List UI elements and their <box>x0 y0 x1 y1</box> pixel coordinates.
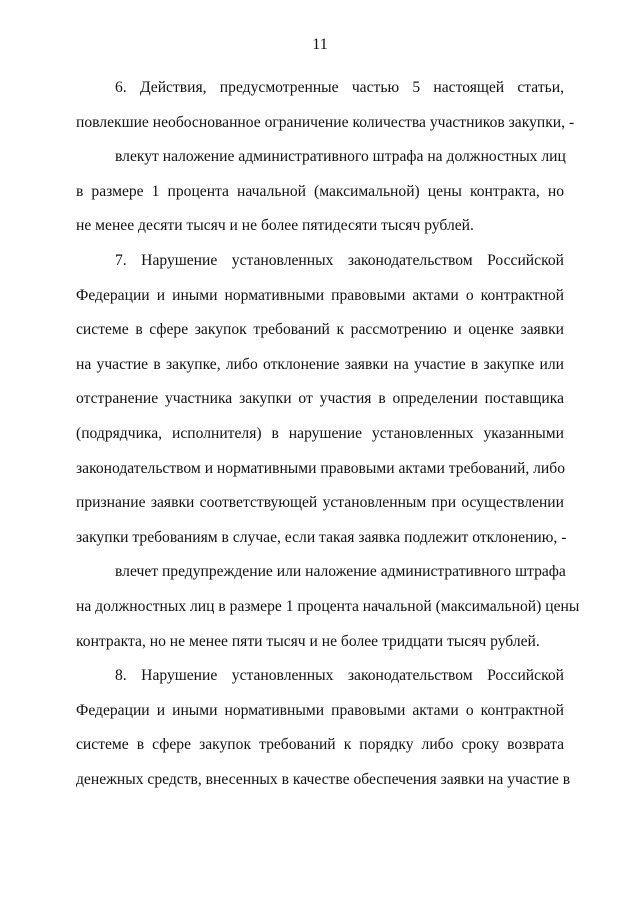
text-line: 6. Действия, предусмотренные частью 5 настоящей статьи, <box>115 79 564 96</box>
text-line: Федерации и иными нормативными правовыми актами о контрактной <box>76 701 564 719</box>
paragraph-8 <box>76 659 571 797</box>
text-line: на должностных лиц в размере 1 процента начальной (максимальной) цены <box>76 597 580 615</box>
text-line: на участие в закупке, либо отклонение заявки на участие в закупке или <box>76 355 564 373</box>
text-line: в размере 1 процента начальной (максимальной) цены контракта, но <box>76 182 564 200</box>
paragraph-6-penalty <box>76 140 564 244</box>
page-number: 11 <box>312 36 328 53</box>
text-line: влечет предупреждение или наложение административного штрафа <box>115 563 566 581</box>
text-line: не менее десяти тысяч и не более пятидесяти тысяч рублей. <box>76 217 474 235</box>
text-line: системе в сфере закупок требований к порядку либо сроку возврата <box>76 736 564 754</box>
text-line: 7. Нарушение установленных законодательством Российской <box>115 251 564 269</box>
document-body <box>76 71 580 797</box>
text-line: отстранение участника закупки от участия в определении поставщика <box>76 390 564 408</box>
text-line: влекут наложение административного штрафа на должностных лиц <box>115 148 566 166</box>
text-line: признание заявки соответствующей установленным при осуществлении <box>76 494 564 512</box>
text-line: 8. Нарушение установленных законодательством Российской <box>115 667 564 685</box>
paragraph-6 <box>76 71 575 140</box>
text-line: Федерации и иными нормативными правовыми актами о контрактной <box>76 286 564 304</box>
text-line: (подрядчика, исполнителя) в нарушение установленных указанными <box>76 424 564 442</box>
paragraph-7-penalty <box>76 555 580 659</box>
text-line: контракта, но не менее пяти тысяч и не более тридцати тысяч рублей. <box>76 632 540 650</box>
text-line: закупки требованиям в случае, если такая заявка подлежит отклонению, - <box>76 528 567 546</box>
text-line: законодательством и нормативными правовыми актами требований, либо <box>76 459 565 477</box>
text-line: повлекшие необоснованное ограничение количества участников закупки, - <box>76 113 575 131</box>
text-line: денежных средств, внесенных в качестве обеспечения заявки на участие в <box>76 770 571 788</box>
paragraph-7 <box>76 244 567 555</box>
text-line: системе в сфере закупок требований к рассмотрению и оценке заявки <box>76 321 564 339</box>
